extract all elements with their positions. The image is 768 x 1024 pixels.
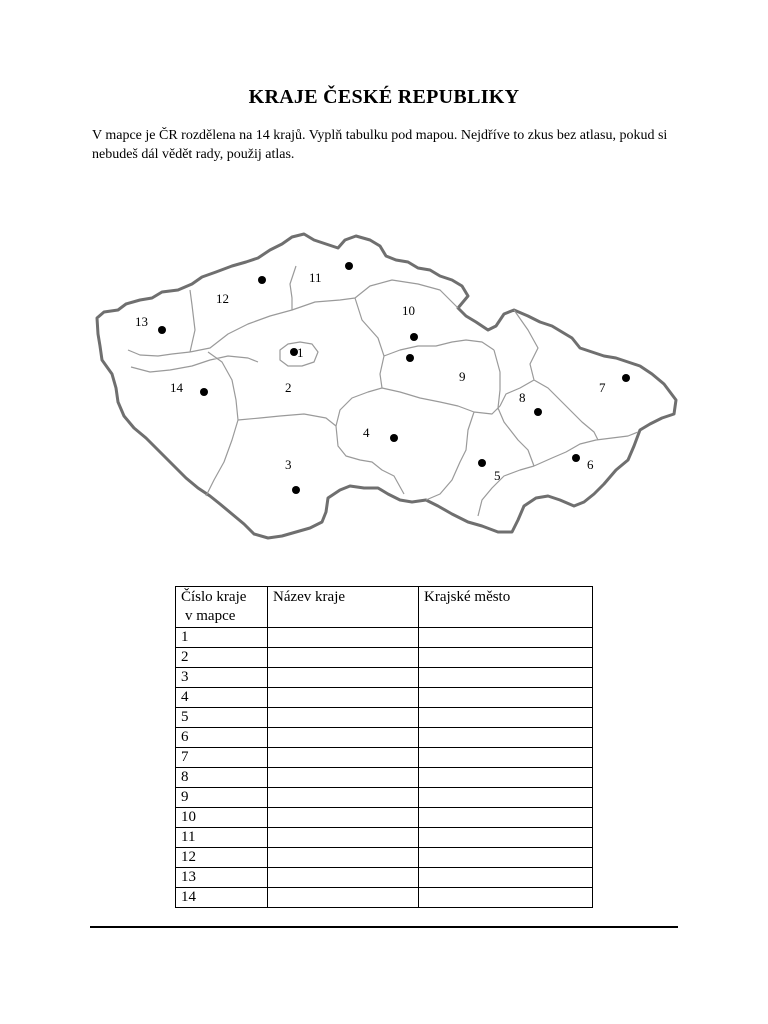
table-row (176, 888, 593, 908)
capital-dot (345, 262, 353, 270)
table-row (176, 688, 593, 708)
capital-city-cell[interactable] (419, 848, 593, 868)
capital-city-cell[interactable] (419, 828, 593, 848)
region-name-cell[interactable] (268, 748, 419, 768)
capital-city-cell[interactable] (419, 868, 593, 888)
capital-city-cell[interactable] (419, 748, 593, 768)
capital-dot (200, 388, 208, 396)
table-row (176, 848, 593, 868)
region-number-cell: 10 (176, 808, 268, 828)
region-number-cell: 14 (176, 888, 268, 908)
region-number-cell: 5 (176, 708, 268, 728)
region-name-cell[interactable] (268, 708, 419, 728)
region-label: 5 (494, 468, 501, 483)
header-capital-city: Krajské město (419, 587, 593, 628)
region-label: 7 (599, 380, 606, 395)
table-row (176, 808, 593, 828)
capital-dot (292, 486, 300, 494)
region-number-cell: 3 (176, 668, 268, 688)
table-row (176, 828, 593, 848)
header-region-number-line2: v mapce (185, 608, 236, 624)
region-number-cell: 4 (176, 688, 268, 708)
region-number-cell: 2 (176, 648, 268, 668)
capital-dot (258, 276, 266, 284)
capital-city-cell[interactable] (419, 708, 593, 728)
capital-dot (390, 434, 398, 442)
region-label: 3 (285, 457, 292, 472)
region-label: 10 (402, 303, 415, 318)
region-number-cell: 11 (176, 828, 268, 848)
capital-dot (158, 326, 166, 334)
capital-dot (622, 374, 630, 382)
region-label: 1 (297, 345, 304, 360)
region-label: 8 (519, 390, 526, 405)
region-number-cell: 7 (176, 748, 268, 768)
region-number-cell: 13 (176, 868, 268, 888)
table-row (176, 648, 593, 668)
region-label: 14 (170, 380, 183, 395)
region-label: 6 (587, 457, 594, 472)
capital-city-cell[interactable] (419, 688, 593, 708)
capital-dot (534, 408, 542, 416)
header-region-name: Název kraje (268, 587, 419, 628)
capital-city-cell[interactable] (419, 768, 593, 788)
region-name-cell[interactable] (268, 868, 419, 888)
table-row (176, 748, 593, 768)
table-row (176, 788, 593, 808)
region-name-cell[interactable] (268, 808, 419, 828)
region-name-cell[interactable] (268, 788, 419, 808)
table-row (176, 628, 593, 648)
capital-city-cell[interactable] (419, 668, 593, 688)
region-name-cell[interactable] (268, 648, 419, 668)
capital-dot (478, 459, 486, 467)
footer-rule (90, 926, 678, 928)
capital-city-cell[interactable] (419, 628, 593, 648)
region-label: 2 (285, 380, 292, 395)
capital-dot (572, 454, 580, 462)
region-label: 4 (363, 425, 370, 440)
table-row (176, 768, 593, 788)
capital-city-cell[interactable] (419, 888, 593, 908)
table-body (176, 628, 593, 908)
header-region-number-line1: Číslo kraje (181, 589, 247, 605)
region-label: 12 (216, 291, 229, 306)
table-row (176, 868, 593, 888)
region-name-cell[interactable] (268, 888, 419, 908)
capital-city-cell[interactable] (419, 648, 593, 668)
regions-table (175, 586, 593, 908)
region-number-cell: 8 (176, 768, 268, 788)
region-number-cell: 9 (176, 788, 268, 808)
table-row (176, 728, 593, 748)
table-header-row (176, 587, 593, 628)
table-row (176, 668, 593, 688)
header-region-number (176, 587, 268, 628)
region-number-cell: 6 (176, 728, 268, 748)
region-label: 11 (309, 270, 322, 285)
region-name-cell[interactable] (268, 688, 419, 708)
region-name-cell[interactable] (268, 828, 419, 848)
capital-dot (406, 354, 414, 362)
intro-text: V mapce je ČR rozdělena na 14 krajů. Vyplň tabulku pod mapou. Nejdříve to zkus bez atlasu, pokud si nebudeš dál vědět rady, použij atlas. (92, 128, 668, 162)
capital-city-cell[interactable] (419, 808, 593, 828)
region-name-cell[interactable] (268, 848, 419, 868)
page-title: KRAJE ČESKÉ REPUBLIKY (248, 86, 520, 108)
region-name-cell[interactable] (268, 668, 419, 688)
region-label: 9 (459, 369, 466, 384)
region-name-cell[interactable] (268, 768, 419, 788)
capital-city-cell[interactable] (419, 728, 593, 748)
region-name-cell[interactable] (268, 628, 419, 648)
region-name-cell[interactable] (268, 728, 419, 748)
capital-dot (410, 333, 418, 341)
table-row (176, 708, 593, 728)
capital-city-cell[interactable] (419, 788, 593, 808)
region-label: 13 (135, 314, 148, 329)
region-number-cell: 1 (176, 628, 268, 648)
region-number-cell: 12 (176, 848, 268, 868)
country-outline (97, 234, 676, 538)
